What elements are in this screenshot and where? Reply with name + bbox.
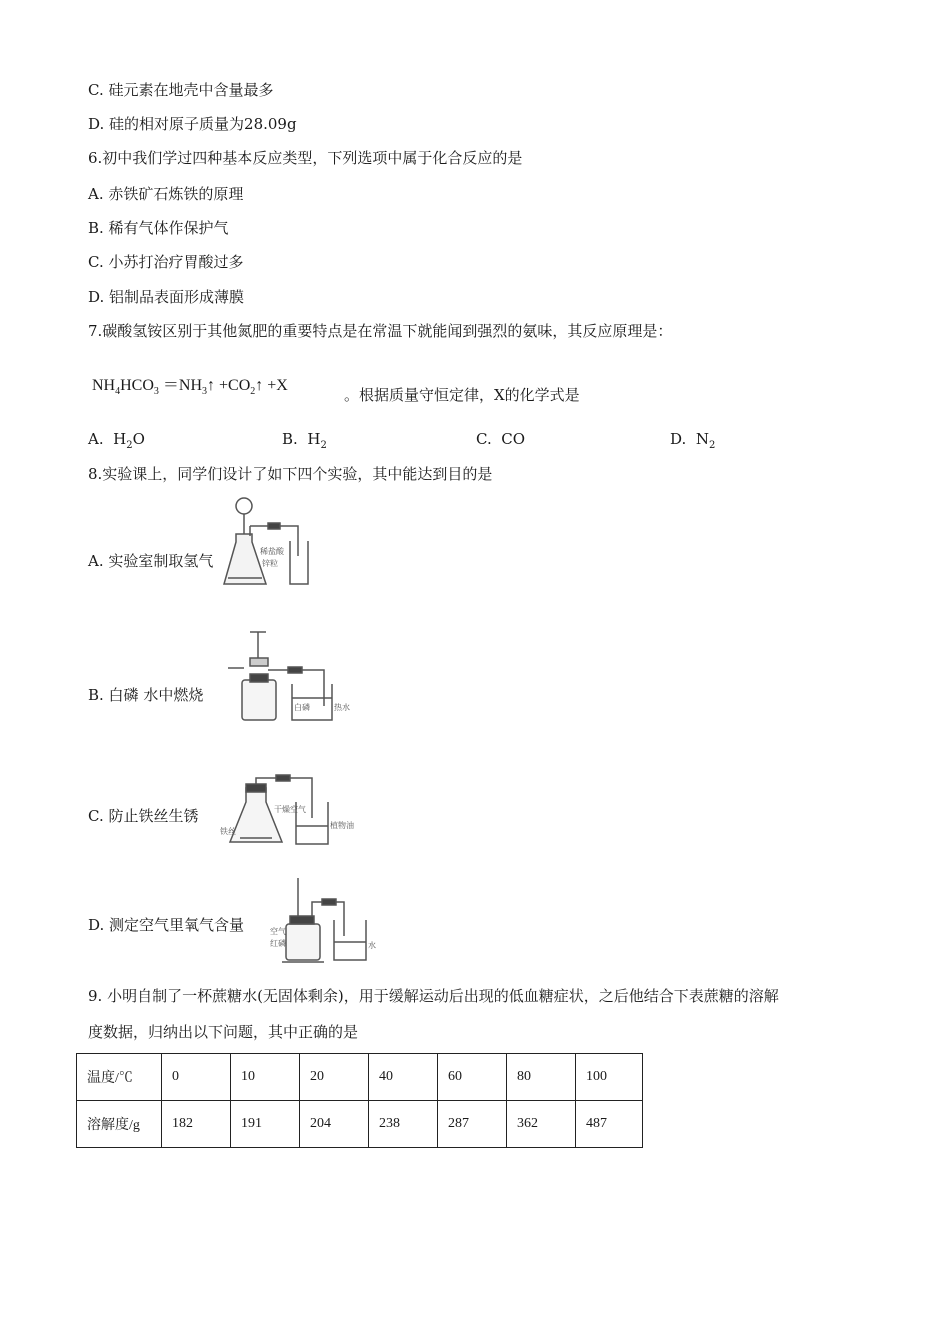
q8-option-a: A. 实验室制取氢气 [88,552,214,570]
q8-option-d: D. 测定空气里氧气含量 [88,916,245,934]
table-cell: 238 [369,1101,438,1148]
q5-option-d: D. 硅的相对原子质量为28.09g [88,115,297,133]
q7-option-a: A. $H_2O$ [88,430,145,451]
q6-option-d: D. 铝制品表面形成薄膜 [88,288,245,306]
apparatus-c-label-wire: 铁丝 [220,827,236,836]
table-cell: 487 [576,1101,643,1148]
apparatus-c-image [220,768,354,852]
table-cell: 40 [369,1054,438,1101]
apparatus-c-label-oil: 植物油 [330,821,354,830]
q8-option-b: B. 白磷 水中燃烧 [88,686,204,704]
q8-stem: 8.实验课上，同学们设计了如下四个实验，其中能达到目的是 [88,465,493,483]
apparatus-d-label-p: 红磷 [270,939,286,948]
apparatus-b-image [228,628,352,728]
apparatus-d-label-air: 空气 [270,927,286,936]
apparatus-d-image [262,876,382,968]
apparatus-d-label-water: 水 [368,941,376,950]
apparatus-b-label-water: 热水 [334,703,350,712]
q7-equation-tail: 。根据质量守恒定律，X的化学式是 [344,386,580,404]
table-cell: 20 [300,1054,369,1101]
apparatus-a-label-zinc: 锌粒 [262,559,278,568]
q9-stem-line1: 9. 小明自制了一杯蔗糖水(无固体剩余)，用于缓解运动后出现的低血糖症状，之后他结合下表蔗糖的溶解 [88,987,779,1005]
table-cell: 191 [231,1101,300,1148]
q8-option-c: C. 防止铁丝生锈 [88,807,199,825]
q6-option-b: B. 稀有气体作保护气 [88,219,229,237]
table-cell: 80 [507,1054,576,1101]
q6-option-c: C. 小苏打治疗胃酸过多 [88,253,244,271]
row-header-temperature: 温度/℃ [77,1054,162,1101]
q7-option-b: B. $H_2$ [282,430,327,451]
table-cell: 287 [438,1101,507,1148]
apparatus-b-label-p: 白磷 [294,703,310,712]
table-cell: 182 [162,1101,231,1148]
q9-stem-line2: 度数据，归纳出以下问题，其中正确的是 [88,1023,359,1041]
table-cell: 362 [507,1101,576,1148]
apparatus-a-image [222,496,326,596]
solubility-table [76,1053,643,1148]
q7-stem: 7.碳酸氢铵区别于其他氮肥的重要特点是在常温下就能闻到强烈的氨味，其反应原理是： [88,322,673,340]
row-header-solubility: 溶解度/g [77,1101,162,1148]
table-cell: 60 [438,1054,507,1101]
q6-option-a: A. 赤铁矿石炼铁的原理 [88,185,244,203]
apparatus-a-label-acid: 稀盐酸 [260,547,284,556]
table-cell: 10 [231,1054,300,1101]
table-cell: 0 [162,1054,231,1101]
table-row [77,1101,643,1148]
table-row [77,1054,643,1101]
table-cell: 204 [300,1101,369,1148]
q7-equation: $NH_4HCO_3$ $=NH_3↑$ $+CO_2↑ +X$ [92,377,288,398]
q7-option-c: C. CO [476,430,526,448]
apparatus-c-label-air: 干燥空气 [274,805,306,814]
q5-option-c: C. 硅元素在地壳中含量最多 [88,81,274,99]
q7-option-d: D. $N_2$ [670,430,716,451]
table-cell: 100 [576,1054,643,1101]
q6-stem: 6.初中我们学过四种基本反应类型，下列选项中属于化合反应的是 [88,149,523,167]
